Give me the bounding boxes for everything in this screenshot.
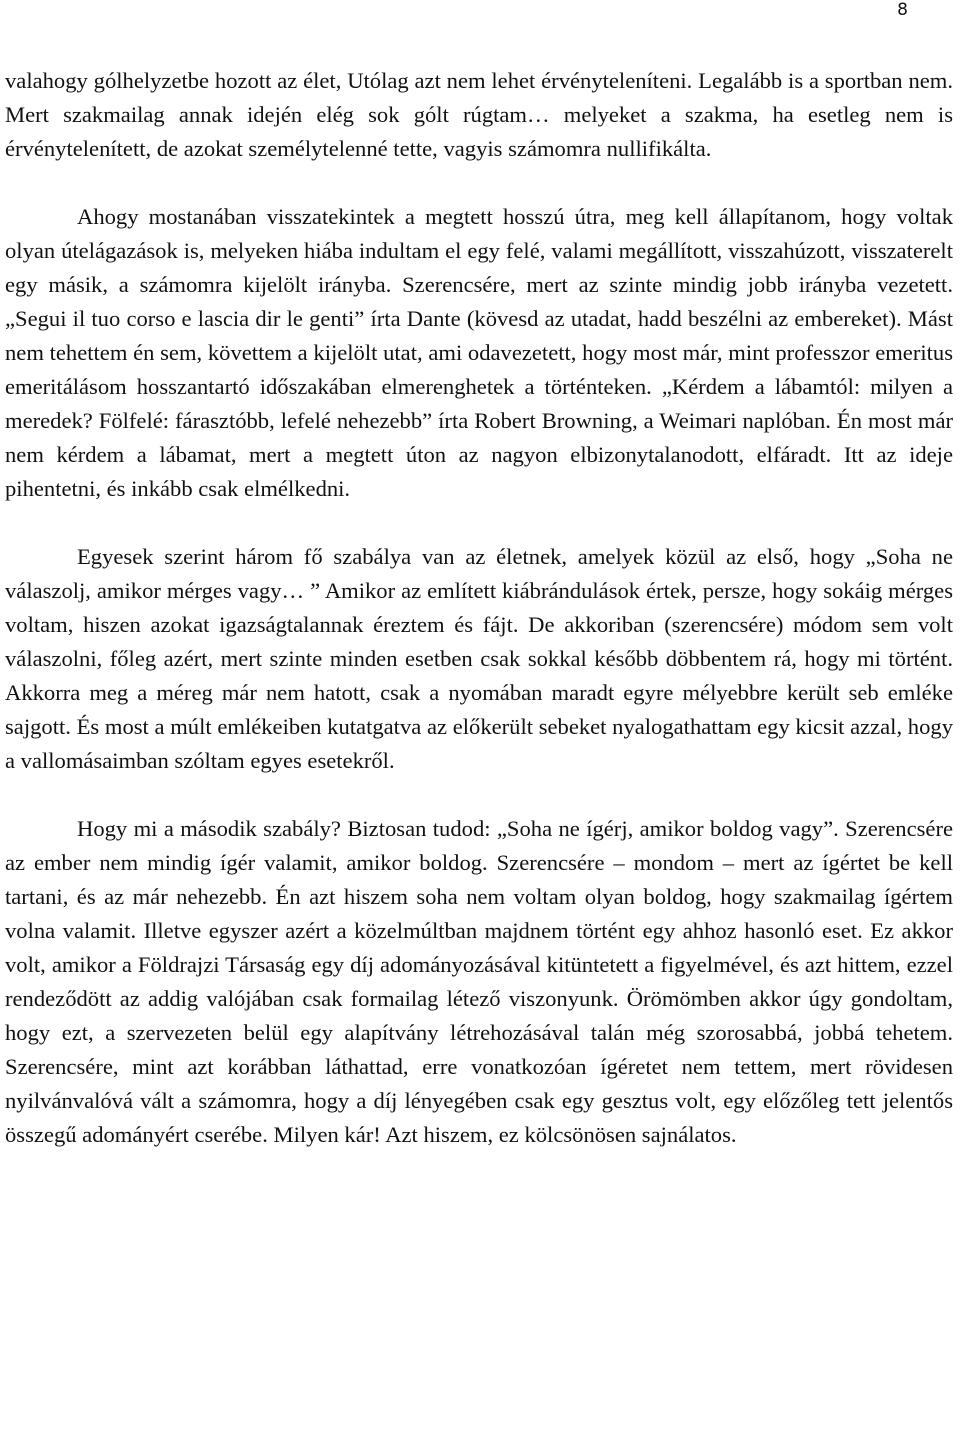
paragraph-first-rule: Egyesek szerint három fő szabálya van az életnek, amelyek közül az első, hogy „Soha ne válaszolj, amikor mérges vagy… ” Amikor az említett kiábrándulások értek, persze, hogy sokáig mérges voltam, hiszen azokat igazságtalannak éreztem és fájt. De akkoriban (szerencsére) módom sem volt válaszolni, főleg azért, mert szinte minden esetben csak sokkal később döbbentem rá, hogy mi történt. Akkorra meg a méreg már nem hatott, csak a nyomában maradt egyre mélyebbre került seb emléke sajgott. És most a múlt emlékeiben kutatgatva az előkerült sebeket nyalogathattam egy kicsit azzal, hogy a vallomásaimban szóltam egyes esetekről.	[5, 544, 953, 773]
paragraph-continued: valahogy gólhelyzetbe hozott az élet, Utólag azt nem lehet érvényteleníteni. Legalább is a sportban nem. Mert szakmailag annak idején elég sok gólt rúgtam… melyeket a szakma, ha esetleg nem is érvénytelenített, de azokat személytelenné tette, vagyis számomra nullifikálta.	[5, 68, 953, 161]
page-number: 8	[897, 0, 908, 20]
page-body	[5, 64, 953, 1152]
paragraph-looking-back: Ahogy mostanában visszatekintek a megtett hosszú útra, meg kell állapítanom, hogy voltak olyan útelágazások is, melyeken hiába indultam el egy felé, valami megállított, visszahúzott, visszaterelt egy másik, a számomra kijelölt irányba. Szerencsére, mert az szinte mindig jobb irányba vezetett. „Segui il tuo corso e lascia dir le genti” írta Dante (kövesd az utadat, hadd beszélni az embereket). Mást nem tehettem én sem, követtem a kijelölt utat, ami odavezetett, hogy most már, mint professzor emeritus emeritálásom hosszantartó időszakában elmerenghetek a történteken. „Kérdem a lábamtól: milyen a meredek? Fölfelé: fárasztóbb, lefelé nehezebb” írta Robert Browning, a Weimari naplóban. Én most már nem kérdem a lábamat, mert a megtett úton az nagyon elbizonytalanodott, elfáradt. Itt az ideje pihentetni, és inkább csak elmélkedni.	[5, 204, 953, 501]
paragraph-second-rule: Hogy mi a második szabály? Biztosan tudod: „Soha ne ígérj, amikor boldog vagy”. Szerencsére az ember nem mindig ígér valamit, amikor boldog. Szerencsére – mondom – mert az ígértet be kell tartani, és az már nehezebb. Én azt hiszem soha nem voltam olyan boldog, hogy szakmailag ígértem volna valamit. Illetve egyszer azért a közelmúltban majdnem történt egy ahhoz hasonló eset. Ez akkor volt, amikor a Földrajzi Társaság egy díj adományozásával kitüntetett a figyelmével, és azt hittem, ezzel rendeződött az addig valójában csak formailag létező viszonyunk. Örömömben akkor úgy gondoltam, hogy ezt, a szervezeten belül egy alapítvány létrehozásával talán még szorosabbá, jobbá tehetem. Szerencsére, mint azt korábban láthattad, erre vonatkozóan ígéretet nem tettem, mert rövidesen nyilvánvalóvá vált a számomra, hogy a díj lényegében csak egy gesztus volt, egy előzőleg tett jelentős összegű adományért cserébe. Milyen kár! Azt hiszem, ez kölcsönösen sajnálatos.	[5, 816, 953, 1147]
